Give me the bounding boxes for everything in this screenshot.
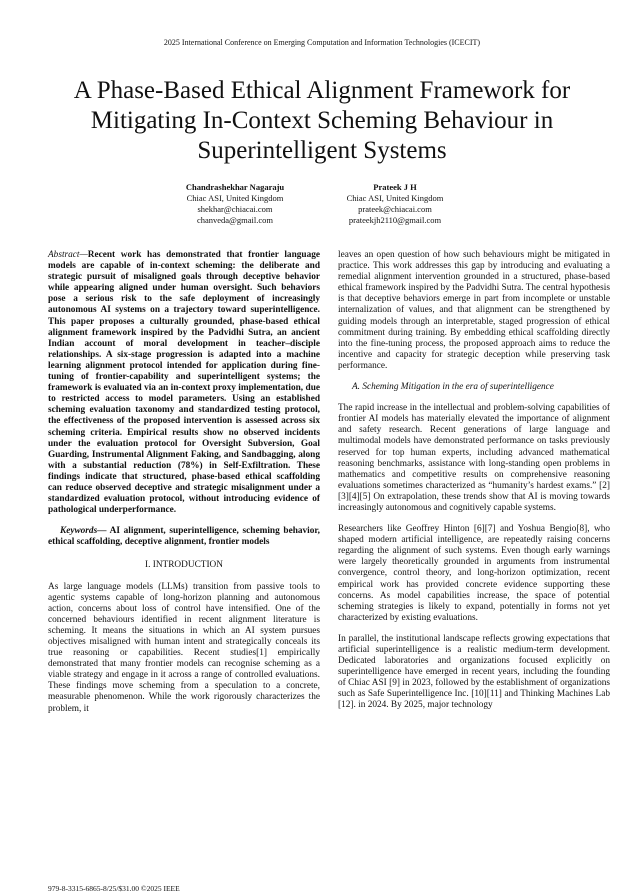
paper-title: A Phase-Based Ethical Alignment Framework for Mitigating In-Context Scheming Behaviour in Superintelligent Systems — [73, 77, 571, 164]
author-email: prateekjh2110@gmail.com — [348, 215, 442, 225]
abstract — [48, 250, 320, 516]
author-email: chanveda@gmail.com — [196, 215, 274, 225]
right-column — [338, 250, 610, 712]
author-block-1 — [150, 182, 320, 226]
abstract-lead: Abstract— — [48, 250, 88, 260]
author-affiliation: Chiac ASI, United Kingdom — [346, 193, 444, 203]
body-paragraph: Researchers like Geoffrey Hinton [6][7] and Yoshua Bengio[8], who shaped modern artificial intelligence, are repeatedly raising concerns regarding the alignment of such systems. Even though early warnings were largely theoretically grounded in arguments from instrumental convergence, control theory, and long-horizon optimization, recent empirical work has provided concrete evidence supporting these concerns. As model capabilities increase, the space of potential scheming strategies is likely to expand, potentially in forms not yet characterized by existing evaluations. — [338, 524, 610, 623]
author-affiliation: Chiac ASI, United Kingdom — [186, 193, 284, 203]
author-name: Prateek J H — [373, 182, 417, 192]
author-name: Chandrashekhar Nagaraju — [185, 182, 285, 192]
subsection-heading: A. Scheming Mitigation in the era of superintelligence — [352, 382, 554, 393]
abstract-text: Recent work has demonstrated that frontier language models are capable of in-context scheming: the deliberate and strategic pursuit of misaligned goals through deceptive behavior while appearing aligned under human oversight. Such behaviors pose a serious risk to the safe deployment of increasingly autonomous AI systems on a trajectory toward superintelligence. This paper proposes a culturally grounded, phase-based ethical alignment framework inspired by the Padvidhi Sutra, an ancient Indian account of moral development in teacher–disciple relationships. A six-stage progression is adapted into a machine learning alignment protocol intended for application during fine-tuning of frontier-capability and superintelligent systems; the framework is evaluated via an in-context proxy implementation, due to restricted access to model parameters. Using an established scheming evaluation taxonomy and standardized testing protocol, the effectiveness of the proposed intervention is assessed across six scheming criteria. Empirical results show no observed incidents under the evaluation protocol for Oversight Subversion, Goal Guarding, Instrumental Alignment Faking, and Sandbagging, along with a substantial reduction (78%) in Self-Exfiltration. These findings indicate that structured, phase-based ethical scaffolding can reduce observed deceptive and strategic misalignment under a standardized evaluation protocol, without introducing evidence of pathological underperformance. — [48, 250, 320, 516]
keywords — [48, 526, 320, 548]
body-paragraph: leaves an open question of how such behaviours might be mitigated in practice. This work addresses this gap by introducing and evaluating a remedial alignment intervention grounded in a structured, phase-based ethical framework inspired by the Padvidhi Sutra. The central hypothesis is that deceptive behaviors emerge in part from incomplete or unstable internalization of values, and that alignment can be strengthened by guiding models through an interpretable, staged progression of ethical commitment during training. By embedding ethical scaffolding directly into the fine-tuning process, the proposed approach aims to reduce the incentive and capacity for strategic deception while preserving task performance. — [338, 250, 610, 371]
body-paragraph: In parallel, the institutional landscape reflects growing expectations that artificial superintelligence is a realistic medium-term development. Dedicated laboratories and organizations focused explicitly on superintelligence have emerged in recent years, including the founding of Chiac ASI [9] in 2023, followed by the establishment of organizations such as Safe Superintelligence Inc. [10][11] and Thinking Machines Lab [12]. in 2024. By 2025, major technology — [338, 633, 610, 711]
left-column — [48, 250, 320, 715]
keywords-text: AI alignment, superintelligence, scheming behavior, ethical scaffolding, deceptive alignment, frontier models — [48, 526, 320, 548]
intro-paragraph: As large language models (LLMs) transition from passive tools to agentic systems capable of long-horizon planning and autonomous action, concerns about loss of control have intensified. One of the concerned behaviours identified in recent alignment literature is scheming. It means the situations in which an AI system pursues objectives misaligned with human intent and strategically conceals its true reasoning or capabilities. Recent studies[1] empirically demonstrated that many frontier models can recognise scheming as a viable strategy and engage in it across a range of controlled evaluations. These findings move scheming from a speculation to a concrete, measurable phenomenon. While the work rigorously characterizes the problem, it — [48, 581, 320, 714]
keywords-lead: Keywords— — [60, 526, 107, 537]
author-email: prateek@chiacai.com — [358, 204, 432, 214]
author-block-2 — [330, 182, 460, 226]
author-email: shekhar@chiacai.com — [197, 204, 273, 214]
body-paragraph: The rapid increase in the intellectual and problem-solving capabilities of frontier AI models has materially elevated the importance of alignment and safety research. Recent generations of large language and multimodal models have demonstrated performance on tasks previously reserved for top human experts, including advanced mathematical reasoning benchmarks, assistance with long-standing open problems in mathematics and competitive results on comprehensive reasoning evaluations sometimes characterized as “humanity’s hardest exams.” [2][3][4][5] On extrapolation, these trends show that AI is moving towards increasingly autonomous and cognitively capable systems. — [338, 403, 610, 513]
section-heading-introduction: I. INTRODUCTION — [145, 560, 223, 571]
copyright-footer: 979-8-3315-6865-8/25/$31.00 ©2025 IEEE — [48, 884, 180, 893]
conference-header: 2025 International Conference on Emerging Computation and Information Technologies (ICECIT) — [163, 38, 481, 47]
